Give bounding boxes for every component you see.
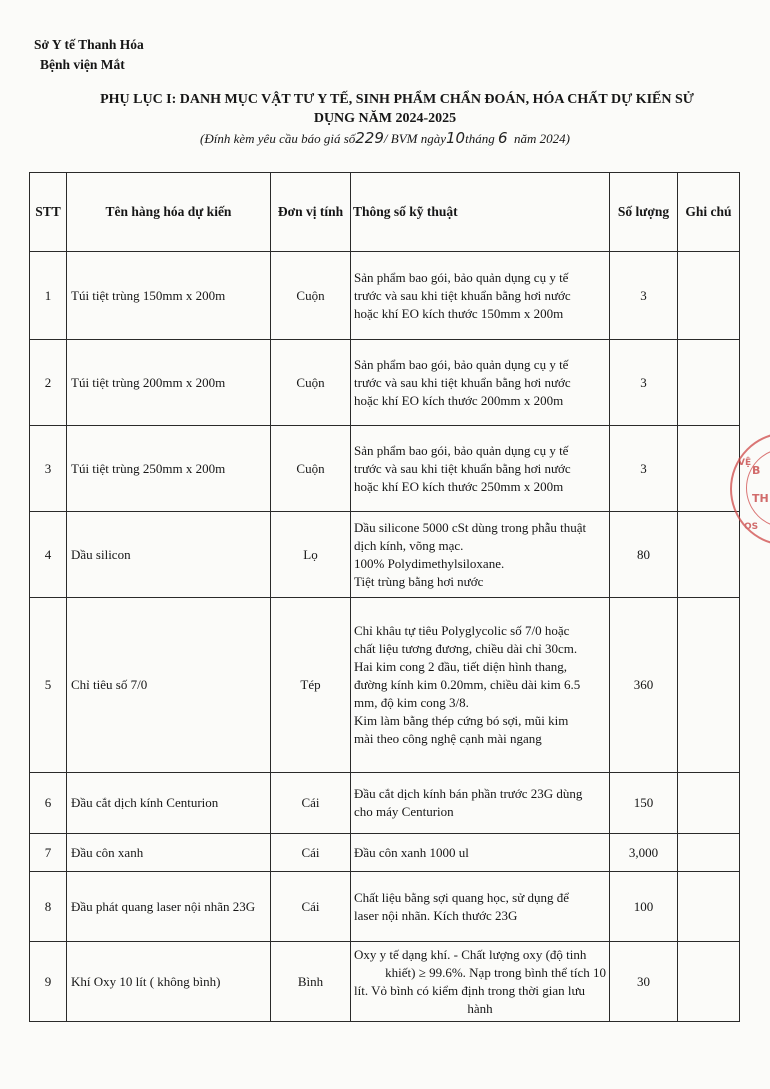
cell-note	[678, 834, 740, 872]
cell-spec	[351, 512, 610, 598]
cell-spec	[351, 773, 610, 834]
cell-unit: Cuộn	[271, 340, 351, 426]
items-table	[29, 172, 740, 1022]
spec-line: Hai kim cong 2 đầu, tiết diện hình thang,	[354, 659, 568, 674]
table-row	[30, 252, 740, 340]
cell-quantity: 3	[610, 426, 678, 512]
col-header-note: Ghi chú	[678, 173, 740, 252]
spec-line: Chỉ khâu tự tiêu Polyglycolic số 7/0 hoặc	[354, 623, 570, 638]
spec-line: Sản phẩm bao gói, bảo quản dụng cụ y tế	[354, 269, 569, 285]
cell-unit: Lọ	[271, 512, 351, 598]
cell-stt: 6	[30, 773, 67, 834]
spec-line: Kim làm bằng thép cứng bó sợi, mũi kim	[354, 713, 569, 728]
handwritten-doc-number: 229	[355, 129, 384, 147]
cell-spec	[351, 834, 610, 872]
table-body	[30, 252, 740, 1022]
cell-item-name: Túi tiệt trùng 200mm x 200m	[67, 340, 271, 426]
cell-note	[678, 942, 740, 1022]
red-seal-stamp: B TH VỆ OS	[730, 432, 770, 546]
cell-unit: Cuộn	[271, 252, 351, 340]
cell-item-name: Túi tiệt trùng 150mm x 200m	[67, 252, 271, 340]
cell-item-name: Túi tiệt trùng 250mm x 200m	[67, 426, 271, 512]
spec-line: chất liệu tương đương, chiều dài chỉ 30cm.	[354, 641, 578, 656]
cell-quantity: 80	[610, 512, 678, 598]
cell-note	[678, 512, 740, 598]
spec-line: cho máy Centurion	[354, 804, 454, 819]
spec-line: đường kính kim 0.20mm, chiều dài kim 6.5	[354, 677, 581, 692]
spec-line: hoặc khí EO kích thước 250mm x 200m	[354, 478, 564, 494]
subtitle-part4: năm 2024)	[514, 131, 570, 146]
table-row	[30, 426, 740, 512]
cell-spec	[351, 872, 610, 942]
table-row	[30, 512, 740, 598]
cell-quantity: 150	[610, 773, 678, 834]
cell-unit: Tép	[271, 598, 351, 773]
cell-spec	[351, 942, 610, 1022]
cell-item-name: Chỉ tiêu số 7/0	[67, 598, 271, 773]
cell-note	[678, 872, 740, 942]
org-department: Sở Y tế Thanh Hóa	[34, 37, 144, 52]
spec-line: Sản phẩm bao gói, bảo quản dụng cụ y tế	[354, 442, 569, 458]
cell-unit: Cái	[271, 773, 351, 834]
cell-note	[678, 598, 740, 773]
cell-quantity: 3,000	[610, 834, 678, 872]
subtitle-part1: (Đính kèm yêu cầu báo giá số	[200, 131, 356, 146]
cell-unit: Bình	[271, 942, 351, 1022]
cell-quantity: 100	[610, 872, 678, 942]
cell-spec	[351, 426, 610, 512]
cell-item-name: Khí Oxy 10 lít ( không bình)	[67, 942, 271, 1022]
spec-line: dịch kính, võng mạc.	[354, 537, 464, 553]
cell-item-name: Đầu côn xanh	[67, 834, 271, 872]
spec-line: Tiệt trùng bằng hơi nước	[354, 573, 484, 589]
org-hospital: Bệnh viện Mắt	[40, 57, 125, 72]
cell-note	[678, 340, 740, 426]
col-header-unit: Đơn vị tính	[271, 173, 351, 252]
table-row	[30, 340, 740, 426]
cell-item-name: Đầu phát quang laser nội nhãn 23G	[67, 872, 271, 942]
spec-line: Sản phẩm bao gói, bảo quản dụng cụ y tế	[354, 356, 569, 372]
handwritten-day: 10	[446, 129, 466, 147]
table-row	[30, 598, 740, 773]
cell-note	[678, 773, 740, 834]
cell-quantity: 3	[610, 340, 678, 426]
document-title-line1: PHỤ LỤC I: DANH MỤC VẬT TƯ Y TẾ, SINH PHẨM CHẨN ĐOÁN, HÓA CHẤT DỰ KIẾN SỬ	[100, 92, 694, 107]
handwritten-month: 6	[497, 129, 508, 147]
cell-stt: 4	[30, 512, 67, 598]
cell-unit: Cái	[271, 834, 351, 872]
cell-quantity: 360	[610, 598, 678, 773]
cell-quantity: 30	[610, 942, 678, 1022]
document-subtitle	[0, 129, 770, 147]
subtitle-part3: tháng	[465, 131, 495, 146]
spec-line: hoặc khí EO kích thước 150mm x 200m	[354, 305, 564, 321]
col-header-spec: Thông số kỹ thuật	[351, 173, 610, 252]
cell-stt: 5	[30, 598, 67, 773]
document-title-line2: DỤNG NĂM 2024-2025	[313, 111, 457, 126]
cell-stt: 7	[30, 834, 67, 872]
cell-stt: 3	[30, 426, 67, 512]
cell-item-name: Dầu silicon	[67, 512, 271, 598]
cell-spec	[351, 598, 610, 773]
cell-stt: 1	[30, 252, 67, 340]
cell-item-name: Đầu cắt dịch kính Centurion	[67, 773, 271, 834]
table-row	[30, 773, 740, 834]
spec-line: trước và sau khi tiệt khuẩn bằng hơi nước	[354, 287, 571, 303]
cell-stt: 8	[30, 872, 67, 942]
spec-line: trước và sau khi tiệt khuẩn bằng hơi nước	[354, 374, 571, 390]
spec-line: lít. Vỏ bình có kiểm định trong thời gian lưu	[354, 982, 586, 998]
spec-line: Đầu côn xanh 1000 ul	[354, 844, 469, 860]
spec-line: khiết) ≥ 99.6%. Nạp trong bình thể tích 10	[385, 964, 606, 980]
spec-line: laser nội nhãn. Kích thước 23G	[354, 907, 518, 923]
cell-unit: Cái	[271, 872, 351, 942]
spec-line: Chất liệu bằng sợi quang học, sử dụng để	[354, 889, 570, 905]
table-row	[30, 872, 740, 942]
spec-line: Đầu cắt dịch kính bán phần trước 23G dùng	[354, 786, 583, 801]
table-row	[30, 942, 740, 1022]
subtitle-part2: / BVM ngày	[383, 131, 446, 146]
table-header-row	[30, 173, 740, 252]
col-header-stt: STT	[30, 173, 67, 252]
table-row	[30, 834, 740, 872]
cell-stt: 9	[30, 942, 67, 1022]
spec-line: hoặc khí EO kích thước 200mm x 200m	[354, 392, 564, 408]
spec-line: mm, độ kim cong 3/8.	[354, 695, 469, 710]
cell-spec	[351, 252, 610, 340]
cell-unit: Cuộn	[271, 426, 351, 512]
spec-line: trước và sau khi tiệt khuẩn bằng hơi nước	[354, 460, 571, 476]
spec-line: Dầu silicone 5000 cSt dùng trong phẫu thuật	[354, 519, 587, 535]
cell-spec	[351, 340, 610, 426]
col-header-qty: Số lượng	[610, 173, 678, 252]
spec-line: Oxy y tế dạng khí. - Chất lượng oxy (độ tinh	[354, 946, 587, 962]
cell-quantity: 3	[610, 252, 678, 340]
spec-line: hành	[467, 1000, 493, 1016]
col-header-name: Tên hàng hóa dự kiến	[67, 173, 271, 252]
spec-line: mài theo công nghệ cạnh mài ngang	[354, 731, 542, 746]
cell-stt: 2	[30, 340, 67, 426]
cell-note	[678, 252, 740, 340]
spec-line: 100% Polydimethylsiloxane.	[354, 555, 505, 571]
